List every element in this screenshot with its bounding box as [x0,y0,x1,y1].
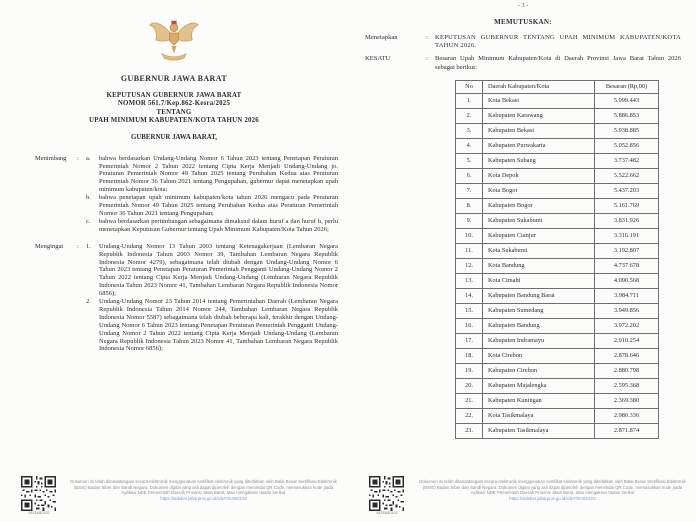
cell-amount: 4.737.678 [595,258,659,273]
cell-region: Kabupaten Bogor [483,198,595,213]
cell-no: 9. [456,213,483,228]
table-row [456,168,659,183]
cell-amount: 3.737.482 [595,153,659,168]
title-line-2: NOMOR 561.7/Kep.862-Kesra/2025 [117,100,231,108]
cell-no: 19. [456,363,483,378]
cell-no: 18. [456,348,483,363]
menetapkan-text: KEPUTUSAN GUBERNUR TENTANG UPAH MINIMUM KABUPATEN/KOTA TAHUN 2026. [435,34,681,50]
mengingat-item [86,298,338,353]
left-page [8,0,340,522]
cell-no: 17. [456,333,483,348]
table-row [456,183,659,198]
right-page [356,0,690,522]
cell-amount: 2.880.798 [595,363,659,378]
cell-region: Kabupaten Purwakarta [483,138,595,153]
cell-region: Kabupaten Subang [483,153,595,168]
cell-region: Kabupaten Tasikmalaya [483,423,595,438]
cell-amount: 2.369.380 [595,393,659,408]
cell-amount: 2.595.368 [595,378,659,393]
cell-amount: 3.192.807 [595,243,659,258]
table-header-row [456,80,659,93]
cell-region: Kota Sukabumi [483,243,595,258]
item-text: bahwa berdasarkan pertimbangan sebagaimana dimaksud dalam huruf a dan huruf b, perlu menetapkan Keputusan Gubernur tentang Upah Minimum Kabupaten/Kota Tahun 2026; [99,217,338,233]
item-text: Undang-Undang Nomor 23 Tahun 2014 tentang Pemerintahan Daerah (Lembaran Negara Republik Indonesia Tahun 2014 Nomor 244, Tambahan Lembaran Negara Republik Indonesia Nomor 5587) sebagaimana telah diubah beberapa kali, terakhir dengan Undang-Undang Nomor 6 Tahun 2023 tentang Penetapan Peraturan Pemerintah Pengganti Undang-Undang Nomor 2 Tahun 2022 tentang Cipta Kerja Menjadi Undang-Undang (Lembaran Negara Republik Indonesia Tahun 2023 Nomor 41, Tambahan Lembaran Negara Republik Indonesia Nomor 6856); [99,298,338,353]
menimbang-label: Menimbang [35,154,67,162]
table-row [456,288,659,303]
cell-region: Kota Bekasi [483,93,595,108]
cell-region: Kabupaten Sukabumi [483,213,595,228]
item-marker: 1. [86,242,91,250]
item-marker: 2. [86,298,91,306]
table-row [456,363,659,378]
menimbang-item [86,155,338,195]
cell-amount: 2.910.254 [595,333,659,348]
item-marker: c. [86,217,91,225]
kesatu-colon: : [426,55,428,63]
table-row [456,243,659,258]
mengingat-colon: : [77,242,79,250]
agency-heading: GUBERNUR JAWA BARAT [120,74,228,83]
cell-region: Kabupaten Karawang [483,108,595,123]
menimbang-section [8,155,340,234]
cell-amount: 3.984.711 [595,288,659,303]
cell-region: Kabupaten Bandung [483,318,595,333]
kesatu-text: Besaran Upah Minimum Kabupaten/Kota di Daerah Provinsi Jawa Barat Tahun 2026 sebagai berikut: [435,55,681,71]
item-text: bahwa penetapan upah minimum kabupaten/kota tahun 2026 mengacu pada Peraturan Pemerintah Nomor 49 Tahun 2025 tentang Perubahan Kedua atas Peraturan Pemerintah Nomor 36 Tahun 2021 tentang Pengupahan; [99,194,338,217]
cell-amount: 5.938.885 [595,123,659,138]
table-row [456,258,659,273]
cell-amount: 5.999.443 [595,93,659,108]
cell-amount: 5.522.662 [595,168,659,183]
table-row [456,348,659,363]
mengingat-label: Mengingat [35,242,64,250]
table-row [456,393,659,408]
cell-no: 5. [456,153,483,168]
page-number: - 3 - [517,2,529,9]
cell-amount: 5.161.769 [595,198,659,213]
col-header-region: Daerah Kabupaten/Kota [483,80,595,93]
menimbang-item [86,218,338,234]
cell-region: Kabupaten Kuningan [483,393,595,408]
table-row [456,108,659,123]
cell-no: 2. [456,108,483,123]
cell-no: 23. [456,423,483,438]
mengingat-section [8,243,340,354]
cell-no: 12. [456,258,483,273]
cell-no: 21. [456,393,483,408]
cell-amount: 5.886.853 [595,108,659,123]
item-marker: a. [86,154,91,162]
cell-region: Kabupaten Bekasi [483,123,595,138]
left-page-footer [8,475,340,517]
table-row [456,303,659,318]
title-line-1: KEPUTUSAN GUBERNUR JAWA BARAT [106,92,242,99]
table-row [456,318,659,333]
cell-region: Kabupaten Cianjur [483,228,595,243]
qr-code-icon [369,476,404,511]
cell-amount: 2.871.874 [595,423,659,438]
cell-region: Kabupaten Cirebon [483,363,595,378]
table-row [456,378,659,393]
cell-no: 20. [456,378,483,393]
table-row [456,408,659,423]
footer-disclaimer-text: Dokumen ini telah ditandatangani secara elektronik menggunakan sertifikat elektronik yang diterbitkan oleh Balai Besar Sertifikasi Elektronik (BSrE) Badan Siber dan Sandi Negara. Dokumen digital yang asli dapat diperoleh dengan memindai QR Code, memasukkan kode pada Aplikasi NDE Pemerintah Daerah Provinsi Jawa Barat, atau mengakses tautan berikut [419,479,686,496]
table-row [456,333,659,348]
cell-no: 6. [456,168,483,183]
cell-no: 11. [456,243,483,258]
title-line-4: UPAH MINIMUM KABUPATEN/KOTA TAHUN 2026 [89,117,259,125]
menetapkan-row [356,34,690,50]
table-row [456,93,659,108]
menetapkan-label: Menetapkan [365,34,398,41]
footer-disclaimer [418,479,687,501]
cell-amount: 3.831.926 [595,213,659,228]
menetapkan-colon: : [426,34,428,41]
table-row [456,228,659,243]
cell-amount: 2.878.646 [595,348,659,363]
cell-region: Kabupaten Indramayu [483,333,595,348]
cell-amount: 2.980.336 [595,408,659,423]
cell-no: 15. [456,303,483,318]
table-row [456,198,659,213]
item-text: Undang-Undang Nomor 13 Tahun 2003 tentang Ketenagakerjaan (Lembaran Negara Republik Indonesia Tahun 2003 Nomor 39, Tambahan Lembaran Negara Republik Indonesia Nomor 4279), sebagaimana telah diubah dengan Undang-Undang Nomor 6 Tahun 2023 tentang Penetapan Peraturan Pemerintah Pengganti Undang-Undang Nomor 2 Tahun 2022 tentang Cipta Kerja Menjadi Undang-Undang (Lembaran Negara Republik Indonesia Tahun 2023 Nomor 41, Tambahan Lembaran Negara Republik Indonesia Nomor 6856); [99,242,338,298]
cell-no: 16. [456,318,483,333]
cell-no: 8. [456,198,483,213]
table-row [456,213,659,228]
qr-caption: 9ATEA8D102 [376,511,398,515]
cell-amount: 3.972.202 [595,318,659,333]
table-row [456,423,659,438]
cell-amount: 5.437.203 [595,183,659,198]
cell-region: Kota Cirebon [483,348,595,363]
table-row [456,273,659,288]
cell-no: 7. [456,183,483,198]
col-header-no: No [456,80,483,93]
cell-no: 14. [456,288,483,303]
kesatu-label: KESATU [365,55,391,63]
cell-amount: 3.316.191 [595,228,659,243]
cell-region: Kabupaten Majalengka [483,378,595,393]
kesatu-row [356,55,690,71]
item-marker: b. [86,194,91,202]
cell-no: 22. [456,408,483,423]
cell-region: Kota Tasikmalaya [483,408,595,423]
cell-region: Kota Bogor [483,183,595,198]
footer-link[interactable]: https://sidebar.jabarprov.go.id/s/9ATEA8D102 [509,495,596,501]
mengingat-item [86,243,338,298]
title-line-3: TENTANG [156,108,192,116]
footer-link[interactable]: https://sidebar.jabarprov.go.id/s/9ATEA8D102 [160,495,247,501]
minimum-wage-table [455,80,659,439]
menimbang-items [86,155,338,234]
qr-code-icon [21,476,56,511]
document-title [8,92,340,126]
right-page-footer [356,475,690,517]
cell-region: Kota Depok [483,168,595,183]
cell-region: Kabupaten Bandung Barat [483,288,595,303]
garuda-emblem-icon [8,12,340,71]
cell-amount: 4.090.568 [595,273,659,288]
menimbang-item [86,194,338,218]
cell-no: 1. [456,93,483,108]
item-text: bahwa berdasarkan Undang-Undang Nomor 6 Tahun 2023 tentang Penetapan Peraturan Pemerintah Nomor 2 Tahun 2022 tentang Cipta Kerja Menjadi Undang-Undang jo. Peraturan Pemerintah Nomor 49 Tahun 2025 tentang Perubahan Kedua atas Peraturan Pemerintah Nomor 36 Tahun 2021 tentang Pengupahan, gubernur dapat menetapkan upah minimum kabupaten/kota; [99,154,338,194]
cell-region: Kabupaten Sumedang [483,303,595,318]
cell-amount: 3.949.856 [595,303,659,318]
col-header-amount: Besaran (Rp,00) [595,80,659,93]
table-row [456,138,659,153]
menimbang-colon: : [77,154,79,162]
cell-region: Kota Cimahi [483,273,595,288]
table-row [456,153,659,168]
memutuskan-heading: MEMUTUSKAN: [494,18,552,26]
cell-region: Kota Bandung [483,258,595,273]
mengingat-items [86,243,338,354]
footer-disclaimer [70,479,337,501]
cell-no: 10. [456,228,483,243]
qr-caption: 9ATEA8D102 [28,511,50,515]
cell-no: 13. [456,273,483,288]
footer-disclaimer-text: Dokumen ini telah ditandatangani secara elektronik menggunakan sertifikat elektronik yang diterbitkan oleh Balai Besar Sertifikasi Elektronik (BSrE) Badan Siber dan Sandi Negara. Dokumen digital yang asli dapat diperoleh dengan memindai QR Code, memasukkan kode pada Aplikasi NDE Pemerintah Daerah Provinsi Jawa Barat, atau mengakses tautan berikut [70,479,337,496]
cell-no: 3. [456,123,483,138]
cell-no: 4. [456,138,483,153]
salutation: GUBERNUR JAWA BARAT, [130,133,218,141]
cell-amount: 5.052.856 [595,138,659,153]
table-row [456,123,659,138]
